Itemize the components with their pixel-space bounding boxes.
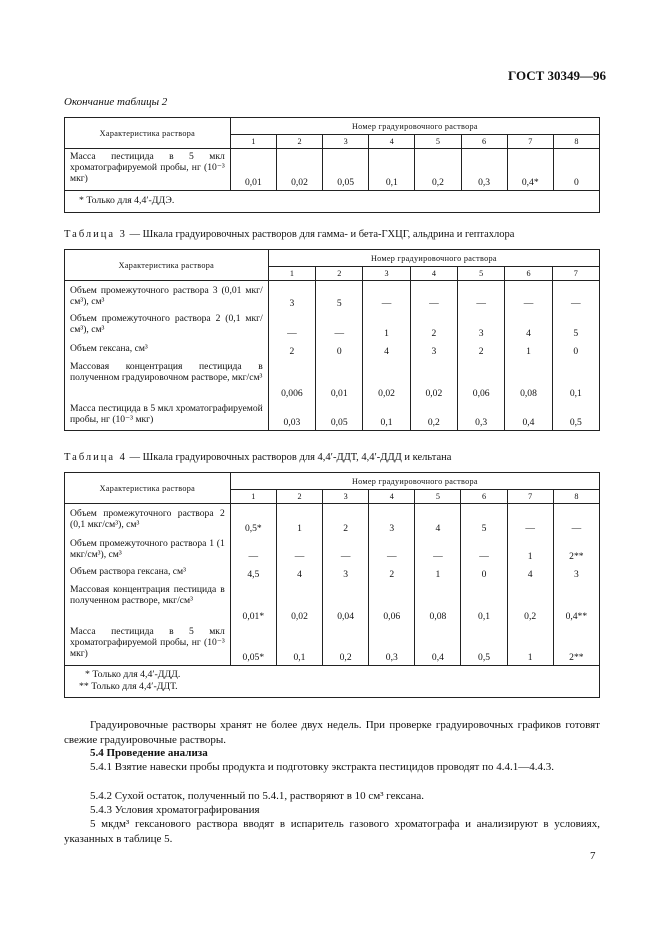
t3-cell: —	[363, 281, 410, 311]
t4-num: 6	[461, 490, 507, 504]
t4-cell: 0,02	[276, 582, 322, 624]
t3-row-label: Объем промежуточного раствора 2 (0,1 мкг/см³), см³	[65, 311, 269, 341]
t3-cell: 0,02	[410, 359, 457, 401]
t3-cell: 4	[505, 311, 552, 341]
t3-cell: 5	[552, 311, 599, 341]
t4-cell: 0,4	[415, 624, 461, 666]
section-heading-5-4: 5.4 Проведение анализа	[90, 747, 208, 759]
t3-cell: —	[458, 281, 505, 311]
t4-cell: 0,1	[461, 582, 507, 624]
paragraph-5-4-1: 5.4.1 Взятие навески пробы продукта и подготовку экстракта пестицидов проводят по 4.4.1—4.4.3.	[90, 761, 554, 773]
t4-cell: 4,5	[230, 564, 276, 582]
table3-caption-text: — Шкала градуировочных растворов для гамма- и бета-ГХЦГ, альдрина и гептахлора	[126, 229, 515, 240]
t3-cell: —	[316, 311, 363, 341]
t4-num: 3	[323, 490, 369, 504]
t4-cell: 0,5*	[230, 504, 276, 536]
t2-cell: 0	[553, 149, 599, 191]
t3-cell: 3	[410, 341, 457, 359]
page-number: 7	[590, 850, 596, 862]
t3-num: 7	[552, 267, 599, 281]
table-2	[64, 117, 600, 213]
t4-row-label: Массовая концентрация пестицида в полученном растворе, мкг/см³	[65, 582, 231, 624]
t3-cell: 0,1	[552, 359, 599, 401]
t2-num: 3	[323, 135, 369, 149]
t4-footnote: * Только для 4,4′-ДДД.	[85, 669, 181, 680]
t2-cell: 0,2	[415, 149, 461, 191]
t3-cell: 1	[505, 341, 552, 359]
t3-cell: 4	[363, 341, 410, 359]
t3-cell: 0,2	[410, 401, 457, 431]
t2-cell: 0,3	[461, 149, 507, 191]
t3-col-head: Характеристика раствора	[65, 250, 269, 281]
t4-cell: 5	[461, 504, 507, 536]
paragraph-5-4-2: 5.4.2 Сухой остаток, полученный по 5.4.1, растворяют в 10 см³ гексана.	[90, 790, 425, 802]
t3-cell: 2	[268, 341, 315, 359]
t3-num: 5	[458, 267, 505, 281]
t3-cell: 0,05	[316, 401, 363, 431]
t2-footnote: * Только для 4,4′-ДДЭ.	[65, 191, 600, 213]
t4-cell: 0,5	[461, 624, 507, 666]
t4-cell: 0,2	[323, 624, 369, 666]
t3-cell: 0,5	[552, 401, 599, 431]
t4-cell: —	[507, 504, 553, 536]
t2-num-head: Номер градуировочного раствора	[230, 118, 599, 135]
t3-cell: 0,02	[363, 359, 410, 401]
t4-cell: 0,3	[369, 624, 415, 666]
t3-row-label: Массовая концентрация пестицида в полученном градуировочном растворе, мкг/см³	[65, 359, 269, 401]
t4-cell: 0,2	[507, 582, 553, 624]
t3-cell: —	[268, 311, 315, 341]
t3-cell: 0,006	[268, 359, 315, 401]
paragraph-5-4-4: 5 мкдм³ гексанового раствора вводят в испаритель газового хроматографа и анализируют в условиях, указанных в таблице 5.	[64, 818, 600, 845]
table3-caption-lead: Таблица 3	[64, 229, 127, 240]
t4-cell: —	[553, 504, 599, 536]
t4-cell: 0,04	[323, 582, 369, 624]
t4-cell: 1	[415, 564, 461, 582]
t3-row-label: Объем гексана, см³	[65, 341, 269, 359]
t4-cell: 1	[276, 504, 322, 536]
t4-row-label: Объем промежуточного раствора 2 (0,1 мкг/см³), см³	[65, 504, 231, 536]
t4-num: 2	[276, 490, 322, 504]
t2-cell: 0,02	[276, 149, 322, 191]
table3-caption	[64, 229, 514, 240]
t3-cell: 0,4	[505, 401, 552, 431]
t2-row-label: Масса пестицида в 5 мкл хроматографируемой пробы, нг (10⁻³ мкг)	[65, 149, 231, 191]
t4-cell: —	[230, 536, 276, 564]
t4-cell: 3	[553, 564, 599, 582]
t3-num: 2	[316, 267, 363, 281]
t4-cell: —	[415, 536, 461, 564]
t4-cell: 0,08	[415, 582, 461, 624]
t4-num: 1	[230, 490, 276, 504]
t3-cell: 3	[458, 311, 505, 341]
t4-num: 7	[507, 490, 553, 504]
t2-cell: 0,05	[323, 149, 369, 191]
t4-cell: 4	[415, 504, 461, 536]
table4-caption-lead: Таблица 4	[64, 452, 127, 463]
t3-row-label: Объем промежуточного раствора 3 (0,01 мкг/см³), см³	[65, 281, 269, 311]
t3-cell: 2	[410, 311, 457, 341]
table2-caption: Окончание таблицы 2	[64, 96, 168, 108]
t4-cell: 0,1	[276, 624, 322, 666]
t4-footnotes	[65, 666, 600, 698]
t2-col-head: Характеристика раствора	[65, 118, 231, 149]
t4-col-head: Характеристика раствора	[65, 473, 231, 504]
t4-cell: 0,01*	[230, 582, 276, 624]
t3-cell: 5	[316, 281, 363, 311]
t3-num: 4	[410, 267, 457, 281]
t3-num: 6	[505, 267, 552, 281]
t3-cell: —	[552, 281, 599, 311]
t4-cell: —	[276, 536, 322, 564]
t4-num-head: Номер градуировочного раствора	[230, 473, 599, 490]
table-3	[64, 249, 600, 431]
t3-cell: 0,03	[268, 401, 315, 431]
t4-num: 5	[415, 490, 461, 504]
t4-cell: —	[323, 536, 369, 564]
t4-cell: 1	[507, 536, 553, 564]
t4-cell: —	[369, 536, 415, 564]
t3-cell: 0,01	[316, 359, 363, 401]
t3-num-head: Номер градуировочного раствора	[268, 250, 599, 267]
t2-num: 8	[553, 135, 599, 149]
t4-cell: 4	[507, 564, 553, 582]
table4-caption-text: — Шкала градуировочных растворов для 4,4′-ДДТ, 4,4′-ДДД и кельтана	[126, 452, 452, 463]
t4-cell: 1	[507, 624, 553, 666]
t4-row-label: Объем раствора гексана, см³	[65, 564, 231, 582]
t2-num: 6	[461, 135, 507, 149]
t4-footnote: ** Только для 4,4′-ДДТ.	[79, 681, 178, 692]
t3-cell: —	[410, 281, 457, 311]
document-header: ГОСТ 30349—96	[508, 68, 607, 83]
t4-cell: 2	[323, 504, 369, 536]
t3-cell: 2	[458, 341, 505, 359]
t3-cell: 3	[268, 281, 315, 311]
t3-cell: 0	[316, 341, 363, 359]
t4-num: 8	[553, 490, 599, 504]
t4-cell: 2**	[553, 536, 599, 564]
t3-row-label: Масса пестицида в 5 мкл хроматографируемой пробы, нг (10⁻³ мкг)	[65, 401, 269, 431]
t4-cell: 0	[461, 564, 507, 582]
t3-cell: 0,08	[505, 359, 552, 401]
t4-cell: 3	[323, 564, 369, 582]
t3-cell: 0,1	[363, 401, 410, 431]
paragraph-storage: Градуировочные растворы хранят не более двух недель. При проверке градуировочных графиков готовят свежие градуировочные растворы.	[64, 719, 600, 746]
t4-cell: —	[461, 536, 507, 564]
t3-num: 1	[268, 267, 315, 281]
table-4	[64, 472, 600, 698]
t4-cell: 0,4**	[553, 582, 599, 624]
t4-cell: 2	[369, 564, 415, 582]
t3-cell: 0	[552, 341, 599, 359]
t4-num: 4	[369, 490, 415, 504]
t3-cell: 1	[363, 311, 410, 341]
t3-cell: —	[505, 281, 552, 311]
t4-cell: 4	[276, 564, 322, 582]
t2-cell: 0,01	[230, 149, 276, 191]
t4-cell: 0,05*	[230, 624, 276, 666]
t2-cell: 0,4*	[507, 149, 553, 191]
t4-row-label: Объем промежуточного раствора 1 (1 мкг/см³), см³	[65, 536, 231, 564]
t4-cell: 0,06	[369, 582, 415, 624]
table4-caption	[64, 452, 451, 463]
paragraph-5-4-3: 5.4.3 Условия хроматографирования	[90, 804, 260, 816]
t2-cell: 0,1	[369, 149, 415, 191]
t2-num: 1	[230, 135, 276, 149]
t2-num: 7	[507, 135, 553, 149]
t4-cell: 3	[369, 504, 415, 536]
t4-cell: 2**	[553, 624, 599, 666]
t4-row-label: Масса пестицида в 5 мкл хроматографируемой пробы, нг (10⁻³ мкг)	[65, 624, 231, 666]
t2-num: 2	[276, 135, 322, 149]
t3-cell: 0,3	[458, 401, 505, 431]
t3-num: 3	[363, 267, 410, 281]
t3-cell: 0,06	[458, 359, 505, 401]
t2-num: 5	[415, 135, 461, 149]
t2-num: 4	[369, 135, 415, 149]
